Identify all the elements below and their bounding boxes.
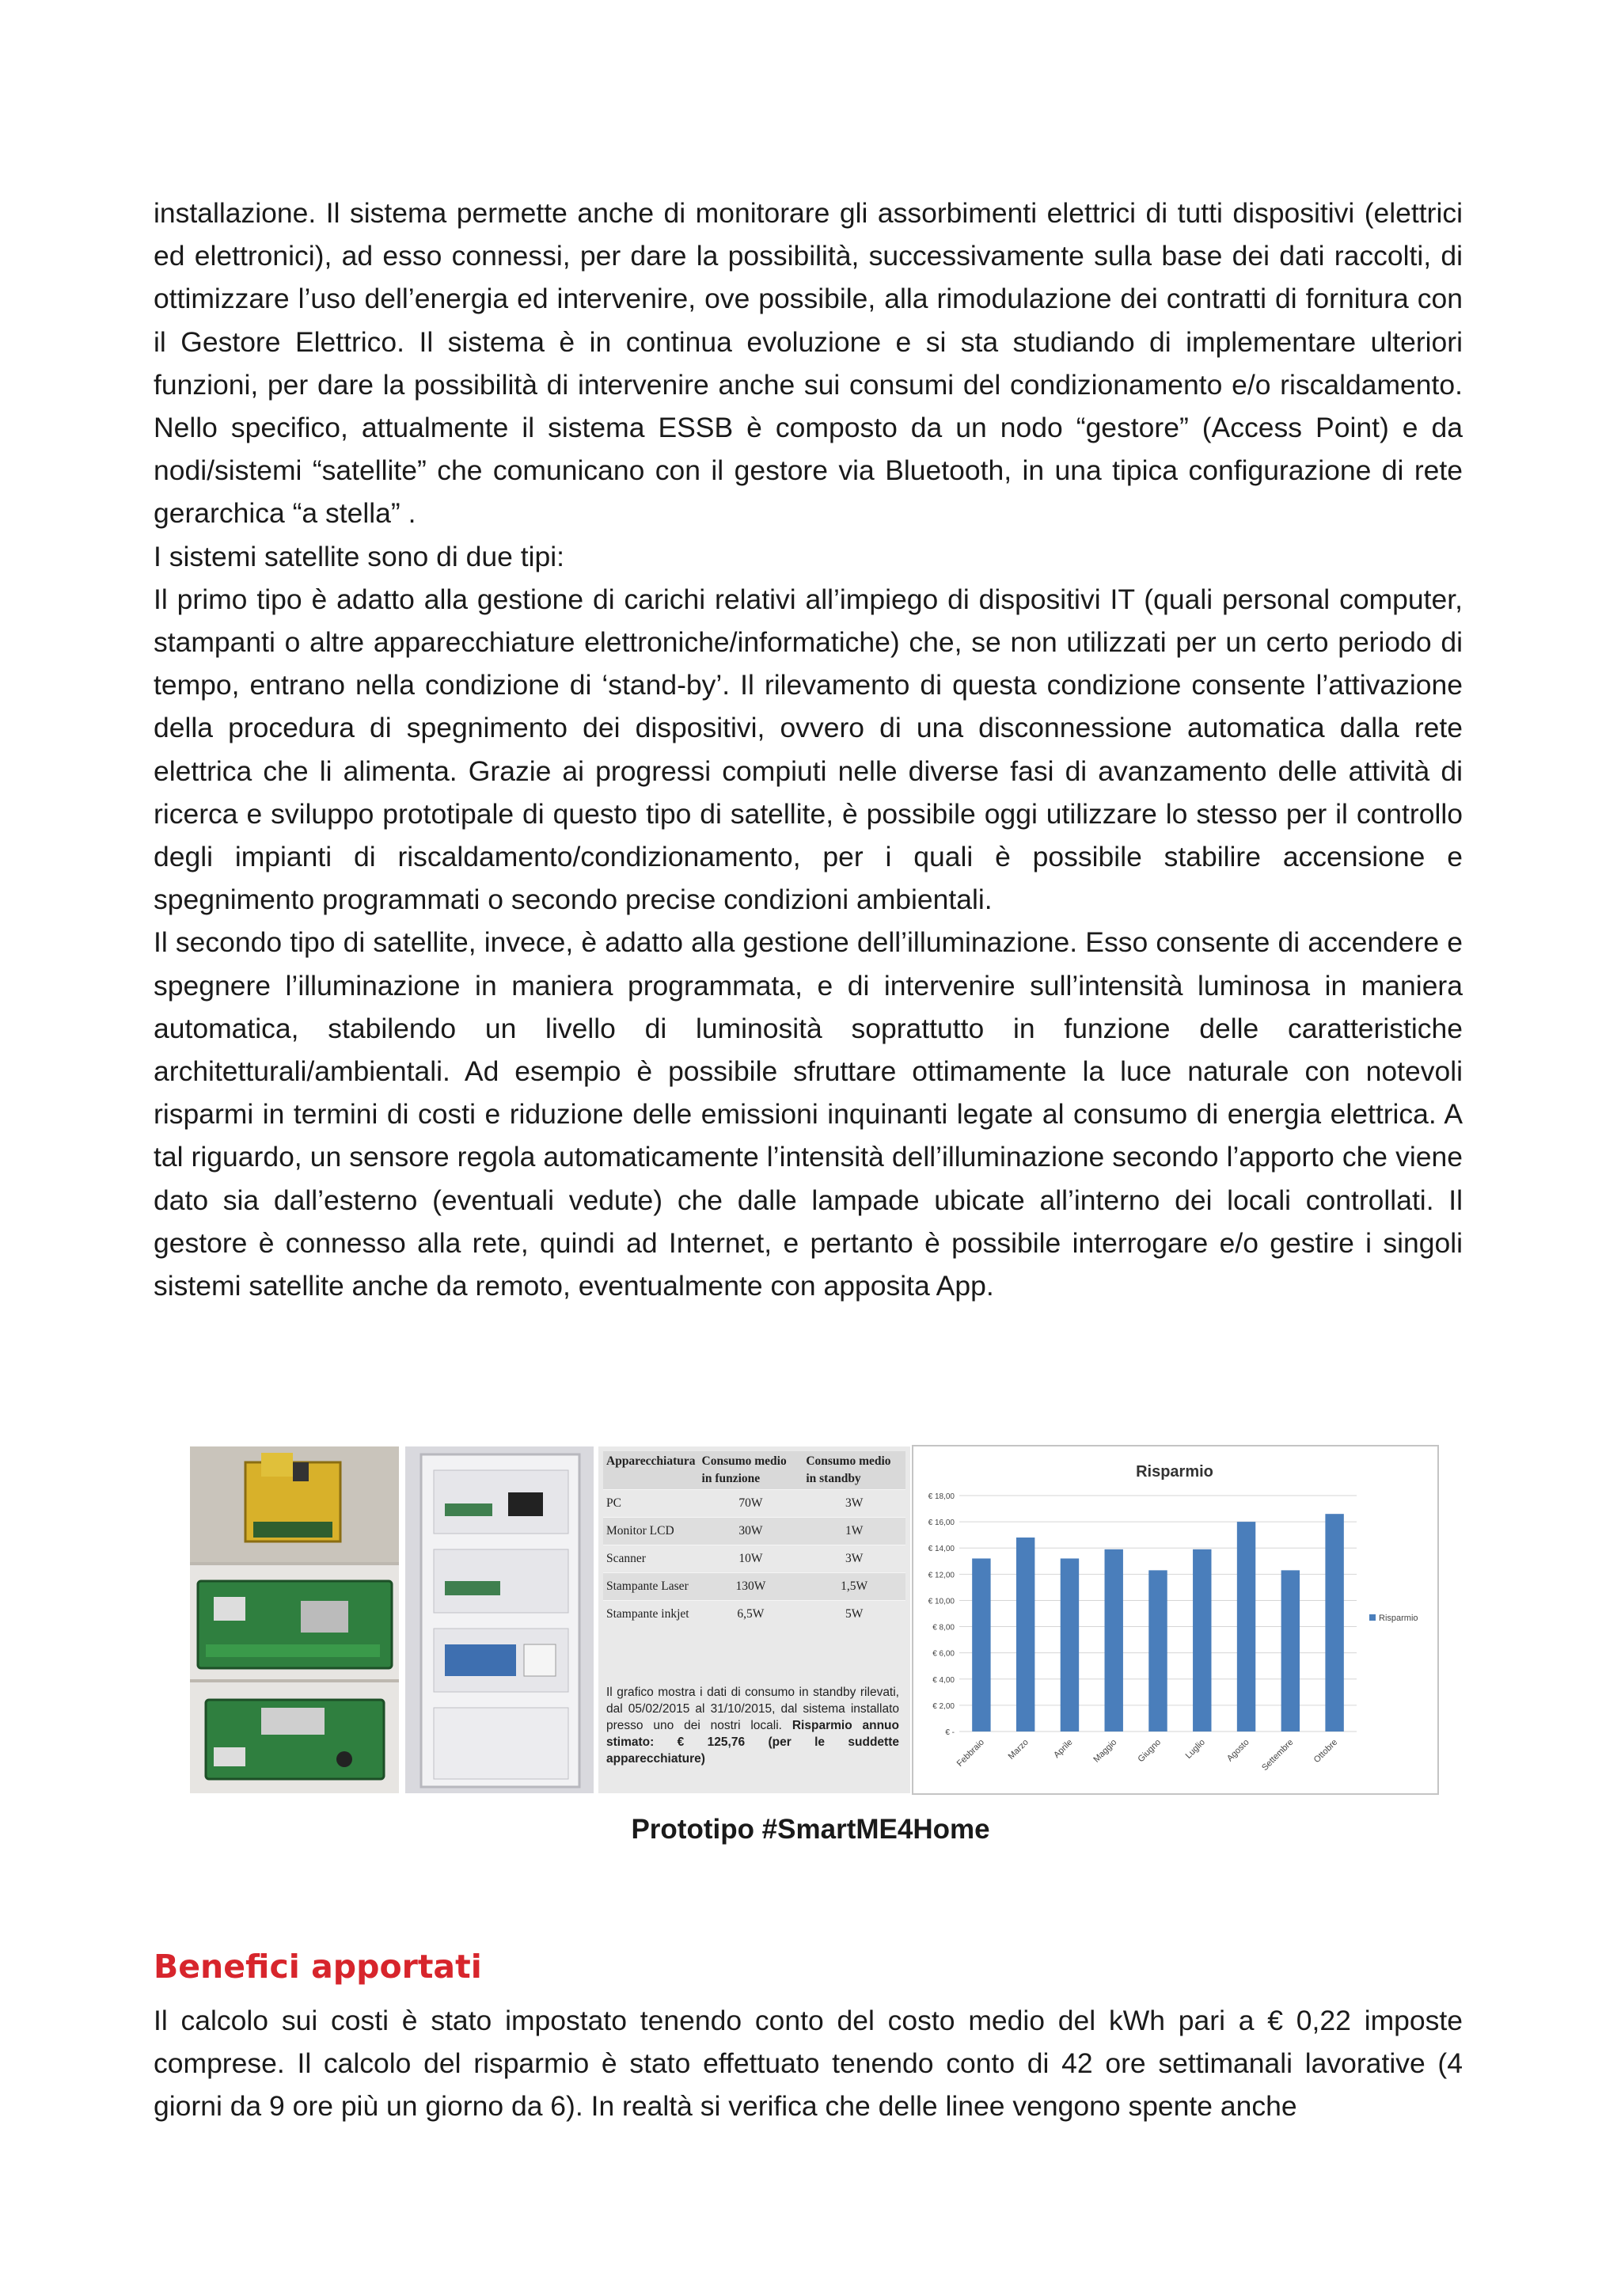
table-note-estimate: Risparmio annuo stimato: € 125,76 (per le suddette apparecchiature) [606,1719,899,1766]
figure-caption: Prototipo #SmartME4Home [631,1814,990,1845]
table-cell: 10W [699,1545,803,1573]
column-header: Apparecchiatura [603,1451,699,1490]
bar [1061,1558,1079,1732]
table-row [603,1490,905,1518]
table-cell: 1W [803,1518,905,1545]
legend-swatch [1369,1614,1376,1621]
table-cell: Stampante inkjet [603,1601,699,1629]
savings-chart [913,1446,1437,1793]
x-tick-label: Giugno [1136,1737,1164,1765]
y-tick-label: € 16,00 [928,1519,955,1528]
section-title: Benefici apportati [154,1948,482,1986]
table-cell: 3W [803,1545,905,1573]
table-row [603,1601,905,1629]
y-tick-label: € 2,00 [932,1701,955,1711]
savings-chart-panel [912,1445,1439,1795]
bar [1016,1538,1034,1732]
bar [1105,1549,1123,1732]
chart-legend [1369,1614,1418,1623]
y-tick-label: € 4,00 [932,1675,955,1685]
y-tick-label: € 8,00 [932,1623,955,1633]
table-note-text: Il grafico mostra i dati di consumo in standby rilevati, dal 05/02/2015 al 31/10/2015, dal sistema installato presso uno dei nostri locali. [606,1686,899,1732]
table-cell: Monitor LCD [603,1518,699,1545]
table-cell: Scanner [603,1545,699,1573]
x-tick-label: Settembre [1260,1737,1296,1773]
bar [1325,1514,1343,1732]
paragraph: Il calcolo sui costi è stato impostato tenendo conto del costo medio del kWh pari a € 0,22 imposte comprese. Il calcolo del risparmio è stato effettuato tenendo conto di 42 ore settimanali lavorative (4 giorni da 9 ore più un giorno da 6). In realtà si verifica che delle linee vengono spente anche [154,2005,1463,2123]
chart-bars [972,1514,1344,1732]
electrical-panel-image [405,1446,594,1793]
table-row [603,1545,905,1573]
bar [1193,1549,1211,1732]
paragraph: Il primo tipo è adatto alla gestione di carichi relativi all’impiego di dispositivi IT (quali personal computer, stampanti o altre apparecchiature elettroniche/informatiche) che, se non utilizzati per un certo periodo di tempo, entrano nella condizione di ‘stand-by’. Il rilevamento di questa condizione consente l’attivazione della procedura di spegnimento dei dispositivi, ovvero di una disconnessione automatica dalla rete elettrica che li alimenta. Grazie ai progressi compiuti nelle diverse fasi di avanzamento delle attività di ricerca e sviluppo prototipale di questo tipo di satellite, è possibile oggi utilizzare lo stesso per il controllo degli impianti di riscaldamento/condizionamento, per i quali è possibile stabilire accensione e spegnimento programmati o secondo precise condizioni ambientali. [154,583,1463,916]
chart-title: Risparmio [1136,1463,1213,1481]
table-cell: PC [603,1490,699,1518]
bar [972,1558,990,1732]
bar [1281,1570,1300,1732]
table-cell: 70W [699,1490,803,1518]
legend-label: Risparmio [1379,1614,1418,1623]
y-tick-label: € 14,00 [928,1545,955,1554]
y-tick-label: € 6,00 [932,1649,955,1659]
x-tick-label: Maggio [1091,1737,1119,1765]
bar [1148,1570,1167,1732]
table-cell: 6,5W [699,1601,803,1629]
y-tick-label: € 18,00 [928,1492,955,1501]
x-tick-label: Aprile [1052,1737,1075,1761]
x-tick-label: Luglio [1183,1737,1207,1761]
consumption-table-panel [598,1446,910,1793]
consumption-table [603,1451,905,1628]
table-cell: 130W [699,1573,803,1601]
y-tick-label: € 10,00 [928,1597,955,1606]
circuit-boards-photo [190,1446,399,1793]
column-header: Consumo medio in standby [803,1451,905,1490]
table-cell: 1,5W [803,1573,905,1601]
table-row [603,1573,905,1601]
x-tick-label: Agosto [1224,1737,1251,1764]
table-cell: 3W [803,1490,905,1518]
x-tick-label: Febbraio [955,1737,987,1769]
table-note [606,1684,899,1767]
bar [1237,1522,1255,1732]
chart-x-ticks [955,1738,1339,1773]
x-tick-label: Marzo [1006,1737,1031,1762]
table-header-row [603,1451,905,1490]
paragraph: installazione. Il sistema permette anche di monitorare gli assorbimenti elettrici di tutti dispositivi (elettrici ed elettronici), ad esso connessi, per dare la possibilità, successivamente sulla base dei dati raccolti, di ottimizzare l’uso dell’energia ed intervenire, ove possibile, alla rimodulazione dei contratti di fornitura con il Gestore Elettrico. Il sistema è in continua evoluzione e si sta studiando di implementare ulteriori funzioni, per dare la possibilità di intervenire anche sui consumi del condizionamento e/o riscaldamento. Nello specifico, attualmente il sistema ESSB è composto da un nodo “gestore” (Access Point) e da nodi/sistemi “satellite” che comunicano con il gestore via Bluetooth, in una tipica configurazione di rete gerarchica “a stella” . [154,197,1463,530]
electrical-panel-photo [405,1446,594,1793]
column-header: Consumo medio in funzione [699,1451,803,1490]
chart-y-ticks [928,1492,955,1737]
table-cell: 5W [803,1601,905,1629]
paragraph: Il secondo tipo di satellite, invece, è adatto alla gestione dell’illuminazione. Esso consente di accendere e spegnere l’illuminazione in maniera programmata, e di intervenire sull’intensità luminosa in maniera automatica, stabilendo un livello di luminosità soprattutto in funzione delle caratteristiche architetturali/ambientali. Ad esempio è possibile sfruttare ottimamente la luce naturale con notevoli risparmi in termini di costi e riduzione delle emissioni inquinanti legate al consumo di energia elettrica. A tal riguardo, un sensore regola automaticamente l’intensità dell’illuminazione secondo l’apporto che viene dato sia dall’esterno (eventuali vedute) che dalle lampade ubicate all’interno dei locali controllati. Il gestore è connesso alla rete, quindi ad Internet, e pertanto è possibile interrogare e/o gestire i singoli sistemi satellite anche da remoto, eventualmente con apposita App. [154,926,1463,1302]
body-text [154,192,1463,1307]
table-cell: Stampante Laser [603,1573,699,1601]
circuit-boards-image [190,1446,399,1793]
section-body [154,1999,1463,2128]
paragraph: I sistemi satellite sono di due tipi: [154,540,564,572]
x-tick-label: Ottobre [1312,1737,1340,1766]
y-tick-label: € - [945,1728,955,1737]
table-cell: 30W [699,1518,803,1545]
table-row [603,1518,905,1545]
y-tick-label: € 12,00 [928,1571,955,1580]
